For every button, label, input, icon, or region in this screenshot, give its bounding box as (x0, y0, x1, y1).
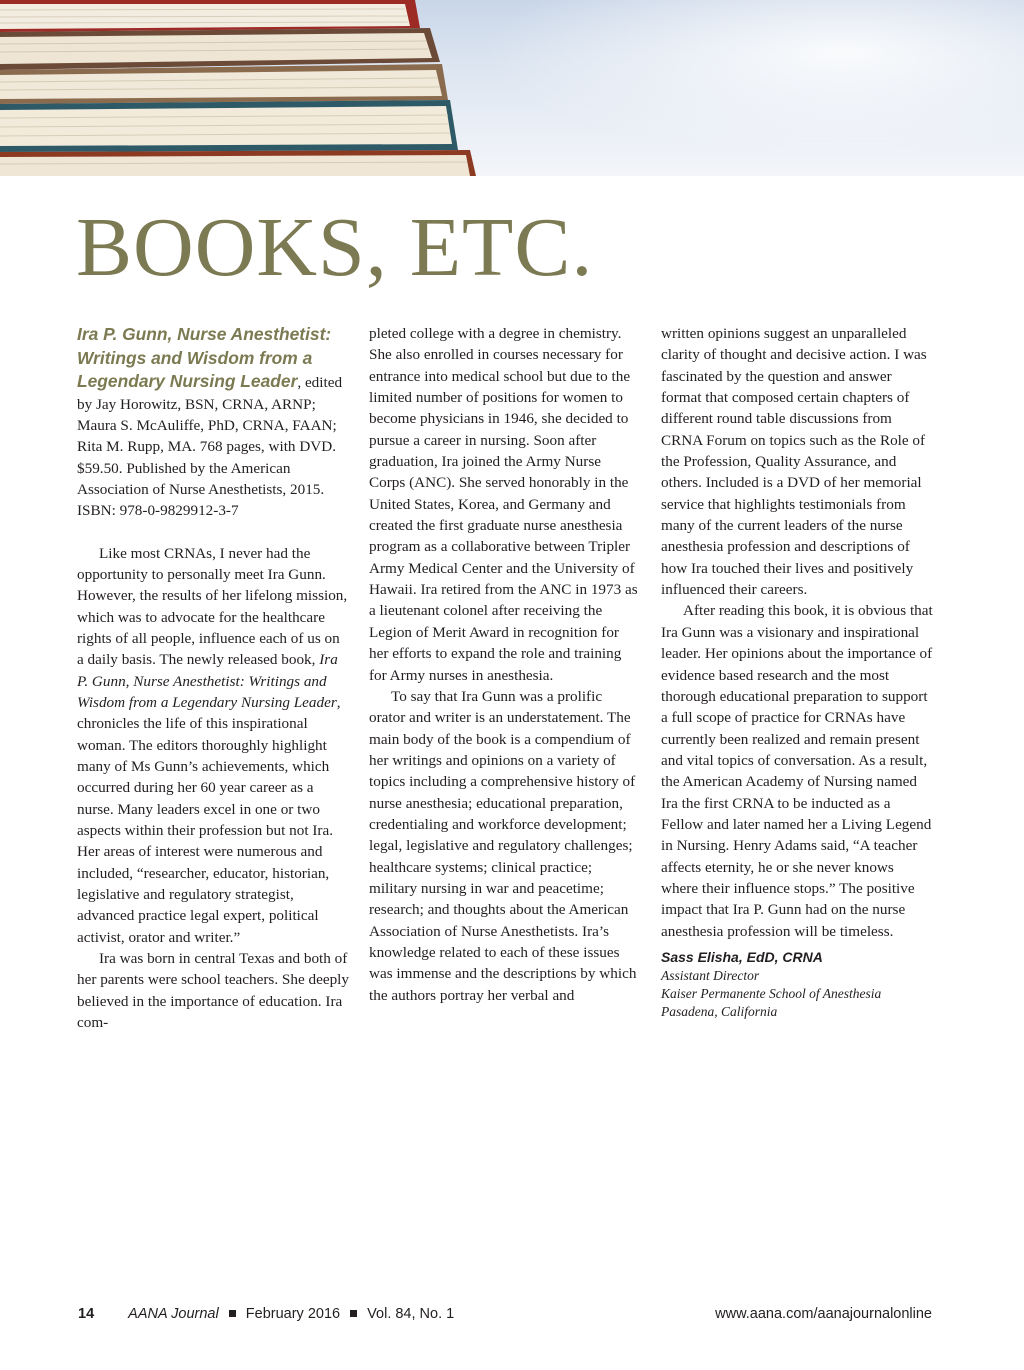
review-paragraph-1-book-title: Ira P. Gunn, Nurse Anesthetist: Writings and Wisdom from a Legendary Nursing Leader (77, 651, 338, 711)
journal-url: www.aana.com/aanajournalonline (715, 1306, 932, 1322)
book-title: Ira P. Gunn, Nurse Anesthetist: Writings and Wisdom from a Legendary Nursing Leader (77, 324, 332, 391)
review-paragraph-1 (77, 543, 349, 949)
reviewer-location: Pasadena, California (661, 1003, 778, 1019)
review-paragraph-4: After reading this book, it is obvious that Ira Gunn was a visionary and inspirational leader. Her opinions about the importance of evidence based research and the most thorough educational preparation to support a full scope of practice for CRNAs have currently been realized and remain present and vital topics of conversation. As a result, the American Academy of Nursing named Ira the first CRNA to be inducted as a Fellow and later named her a Living Legend in Nursing. Henry Adams said, “A teacher affects eternity, he or she never knows where their influence stops.” The positive impact that Ira P. Gunn had on the nurse anesthesia profession will be timeless. (661, 602, 933, 940)
journal-name: AANA Journal (128, 1306, 219, 1322)
page-number: 14 (78, 1306, 95, 1322)
text-column-3 (661, 323, 933, 1021)
text-column-1 (77, 323, 349, 1033)
reviewer-title: Assistant Director (661, 967, 760, 983)
header-banner-image (0, 0, 1024, 176)
book-citation-details: , edited by Jay Horowitz, BSN, CRNA, ARNP; Maura S. McAuliffe, PhD, CRNA, FAAN; Rita M. Rupp, MA. 768 pages, with DVD. $59.50. Published by the American Association of Nurse Anesthetists, 2015. ISBN: 978-0-9829912-3-7 (77, 374, 343, 520)
review-paragraph-3-continued: written opinions suggest an unparalleled clarity of thought and decisive action. I was fascinated by the question and answer format that composed certain chapters of different round table discussions from CRNA Forum on topics such as the Role of the Profession, Quality Assurance, and others. Included is a DVD of her memorial service that highlights testimonials from many of the current leaders of the nurse anesthesia profession and descriptions of how Ira touched their lives and positively influenced their careers. (661, 325, 927, 599)
reviewer-institution: Kaiser Permanente School of Anesthesia (661, 985, 882, 1001)
page-title: BOOKS, ETC. (76, 201, 594, 294)
text-column-2 (369, 323, 641, 1006)
review-paragraph-1-part-b: , chronicles the life of this inspirational woman. The editors thoroughly highlight many of Ms Gunn’s achievements, which occurred during her 60 year career as a nurse. Many leaders excel in one or two aspects within their profession but not Ira. Her areas of interest were numerous and included, “researcher, educator, historian, legislative and regulatory strategist, advanced practice legal expert, political activist, orator and writer.” (77, 693, 341, 946)
page-footer (78, 1306, 932, 1324)
review-paragraph-3-start: To say that Ira Gunn was a prolific orator and writer is an understatement. The main body of the book is a compendium of her writings and opinions on a variety of topics including a comprehensive history of nurse anesthesia; educational preparation, credentialing and workforce development; legal, legislative and regulatory challenges; healthcare systems; clinical practice; military nursing in war and peacetime; research; and thoughts about the American Association of Nurse Anesthetists. Ira’s knowledge related to each of these issues was immense and the descriptions by which the authors portray her verbal and (369, 687, 637, 1004)
book-citation (77, 323, 349, 522)
issue-date: February 2016 (245, 1306, 341, 1322)
review-paragraph-2-start: Ira was born in central Texas and both of her parents were school teachers. She deeply believed in the importance of education. Ira com- (77, 950, 349, 1032)
review-paragraph-1-part-a: Like most CRNAs, I never had the opportunity to personally meet Ira Gunn. However, the results of her lifelong mission, which was to advocate for the healthcare rights of all people, influence each of us on a daily basis. The newly released book, (77, 544, 348, 669)
review-paragraph-2-continued: pleted college with a degree in chemistry. She also enrolled in courses necessary for entrance into medical school but due to the limited number of positions for women to become physicians in 1946, she decided to pursue a career in nursing. Soon after graduation, Ira joined the Army Nurse Corps (ANC). She served honorably in the United States, Korea, and Germany and created the first graduate nurse anesthesia program as a collaborative between Tripler Army Medical Center and the University of Hawaii. Ira retired from the ANC in 1973 as a lieutenant colonel after receiving the Legion of Merit Award in recognition for her efforts to expand the role and training for Army nurses in anesthesia. (369, 325, 638, 684)
volume-number: Vol. 84, No. 1 (367, 1306, 455, 1322)
bullet-square-icon (229, 1310, 236, 1317)
book-stack-illustration (0, 0, 520, 176)
bullet-square-icon (350, 1310, 357, 1317)
reviewer-name: Sass Elisha, EdD, CRNA (661, 948, 823, 965)
